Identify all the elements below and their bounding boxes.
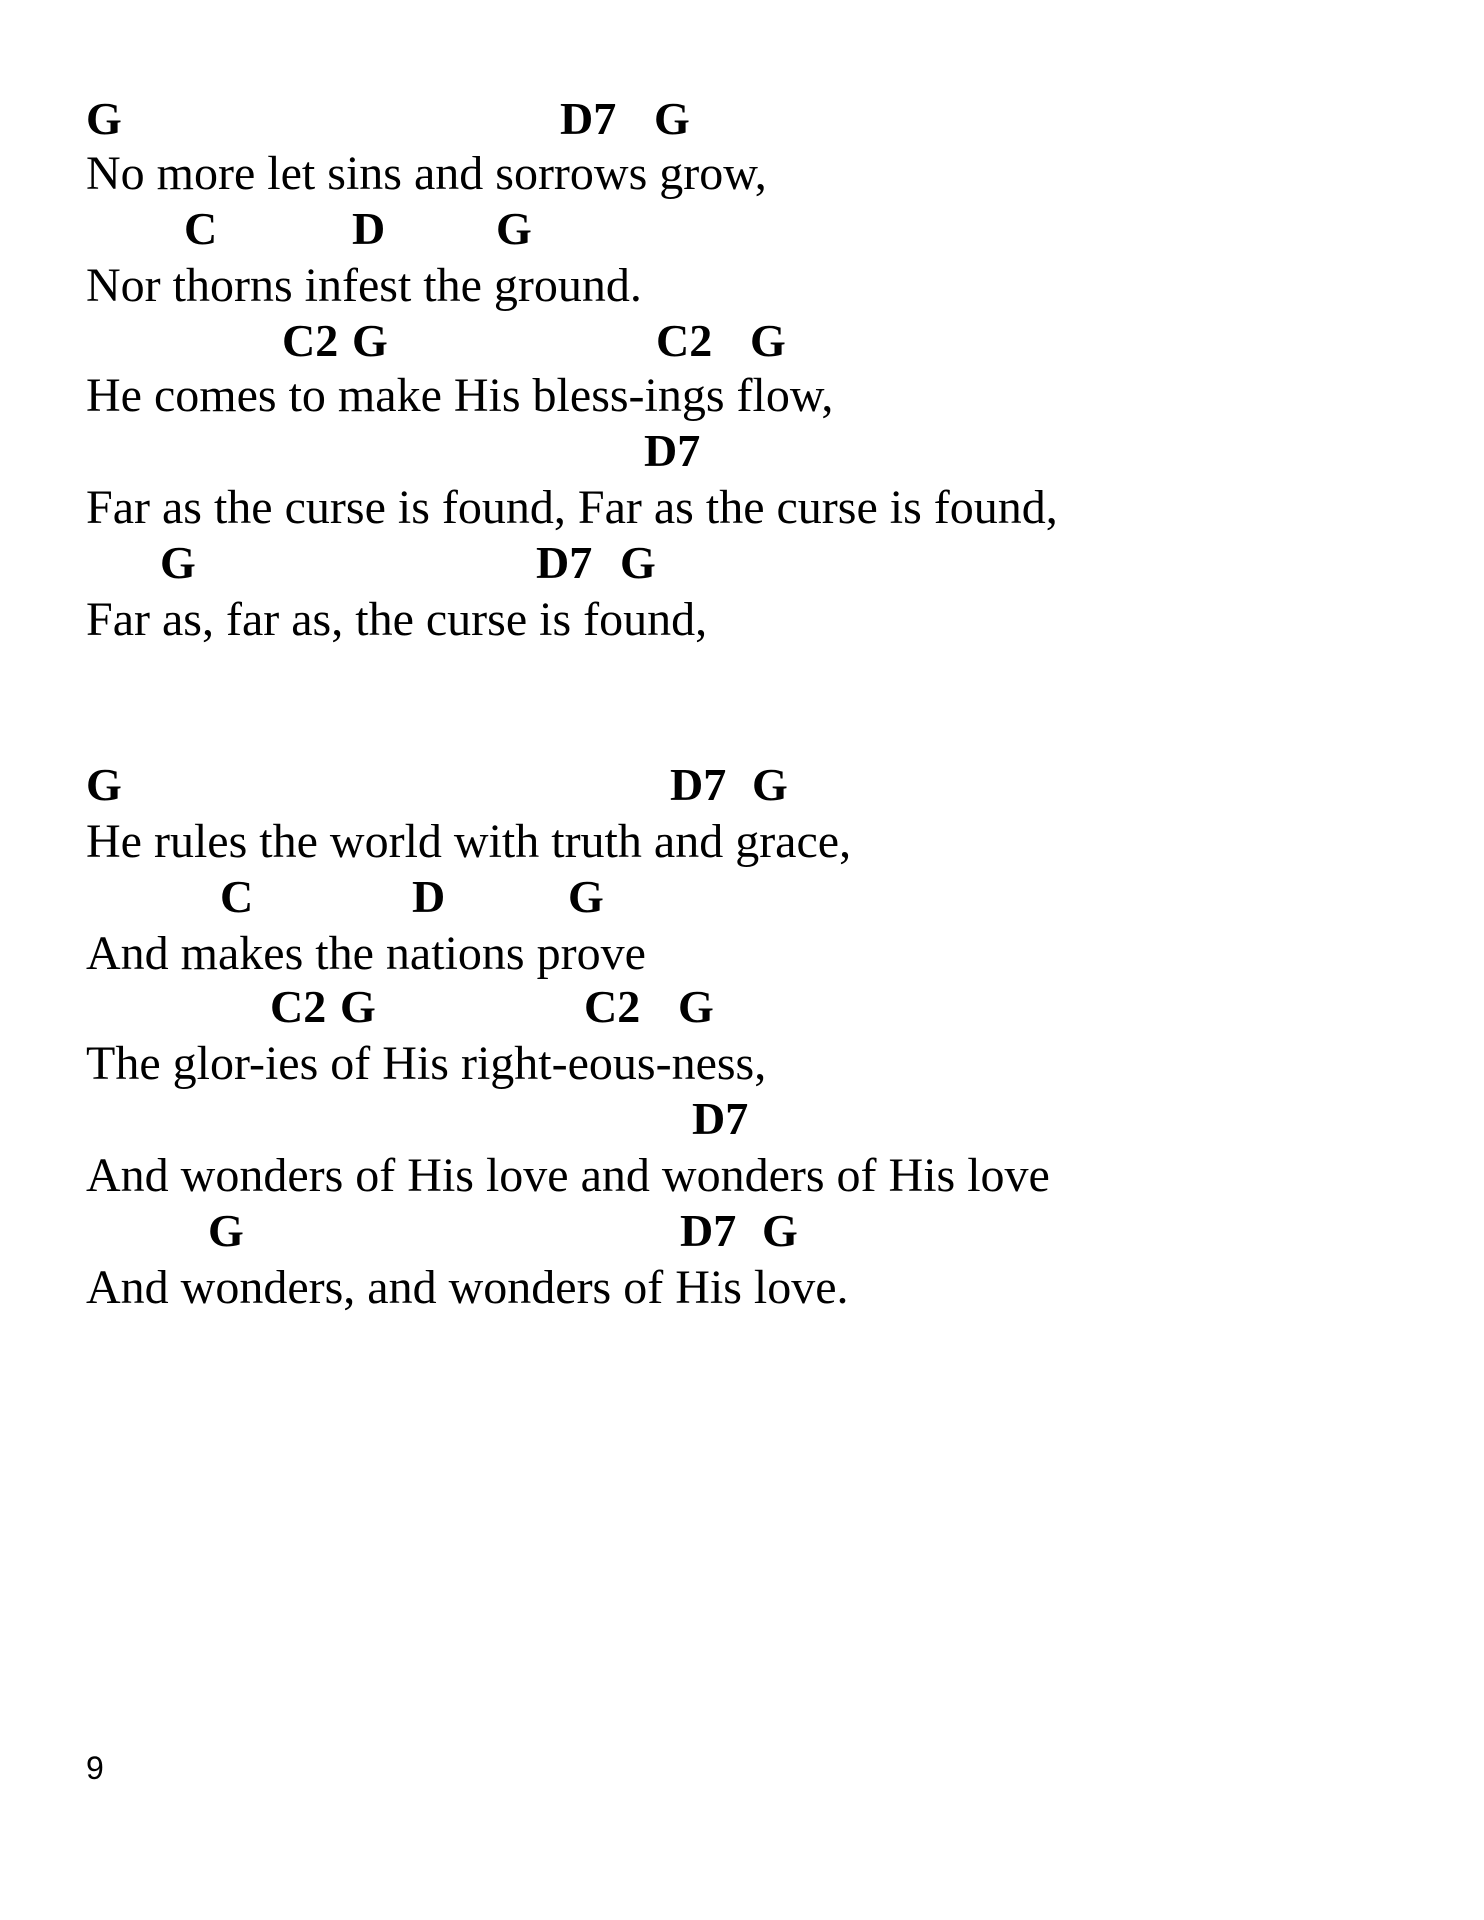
chord: G	[340, 981, 376, 1032]
chord: G	[620, 537, 656, 588]
chord: G	[654, 93, 690, 144]
chord: C	[184, 203, 218, 254]
lyric-line: He comes to make His bless-ings flow,	[86, 369, 834, 422]
chord: G	[752, 759, 788, 810]
chord: D7	[644, 425, 701, 476]
chord: G	[496, 203, 532, 254]
chord: C2	[656, 315, 713, 366]
chord: G	[160, 537, 196, 588]
chord: D	[352, 203, 386, 254]
lyric-line: He rules the world with truth and grace,	[86, 815, 852, 868]
lyric-line: Far as the curse is found, Far as the curse is found,	[86, 481, 1058, 534]
chord: D7	[560, 93, 617, 144]
chord: G	[86, 93, 122, 144]
chord: C2	[282, 315, 339, 366]
lyric-line: Nor thorns infest the ground.	[86, 259, 642, 312]
lyric-line: And wonders of His love and wonders of His love	[86, 1149, 1050, 1202]
chord: C	[220, 871, 254, 922]
chord: C2	[270, 981, 327, 1032]
page-number: 9	[86, 1750, 104, 1786]
chord: G	[568, 871, 604, 922]
lyric-line: And wonders, and wonders of His love.	[86, 1261, 849, 1314]
chord: D7	[692, 1093, 749, 1144]
chord: G	[762, 1205, 798, 1256]
lyric-line: No more let sins and sorrows grow,	[86, 147, 767, 200]
chord: D7	[680, 1205, 737, 1256]
chord: G	[678, 981, 714, 1032]
chord: G	[750, 315, 786, 366]
lyric-line: The glor-ies of His right-eous-ness,	[86, 1037, 767, 1090]
chord: G	[352, 315, 388, 366]
chord: D7	[536, 537, 593, 588]
chord: G	[208, 1205, 244, 1256]
chord: D7	[670, 759, 727, 810]
lyric-line: Far as, far as, the curse is found,	[86, 593, 708, 646]
chord: C2	[584, 981, 641, 1032]
lyric-line: And makes the nations prove	[86, 927, 646, 980]
chord: G	[86, 759, 122, 810]
chord: D	[412, 871, 446, 922]
